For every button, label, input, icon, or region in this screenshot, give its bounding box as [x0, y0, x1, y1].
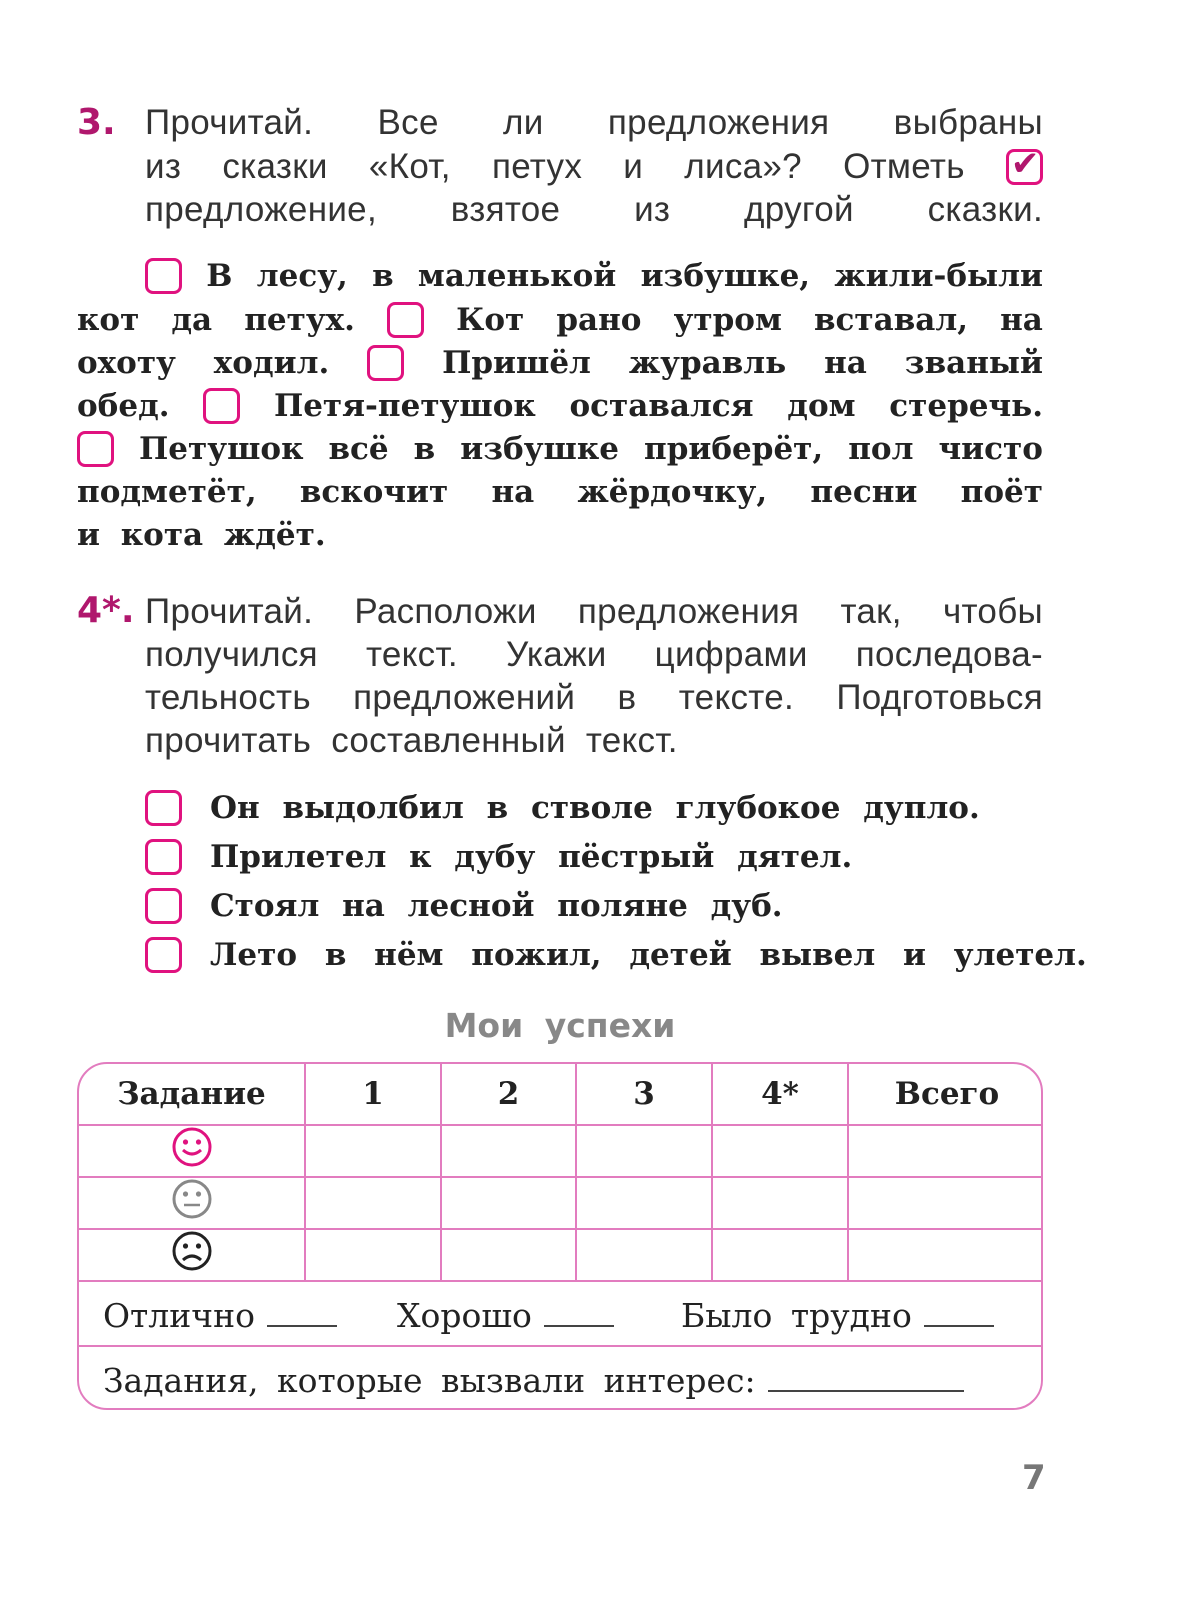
word: из: [634, 190, 671, 229]
word: дом: [787, 388, 856, 424]
word: лиса»?: [684, 147, 802, 186]
sentence-item: [145, 835, 852, 879]
word: цифрами: [654, 635, 808, 674]
text-line: [145, 145, 1043, 189]
text-line: [145, 254, 1043, 298]
word: рано: [556, 302, 642, 338]
word: вскочит: [299, 474, 449, 510]
text-line: [145, 676, 1043, 720]
rating-blank[interactable]: [544, 1325, 614, 1327]
text-line: [145, 719, 1043, 763]
rating-cell[interactable]: [849, 1126, 1043, 1178]
word: тексте.: [678, 678, 794, 717]
word: всё: [328, 431, 389, 467]
word: поёт: [960, 474, 1043, 510]
order-checkbox[interactable]: [145, 937, 182, 973]
text-line: [77, 470, 1043, 514]
sentence-item: [145, 786, 980, 830]
rating-cell[interactable]: [442, 1126, 577, 1178]
table-header-cell: 3: [577, 1064, 713, 1126]
word: предложения: [577, 592, 800, 631]
rating-cell[interactable]: [306, 1126, 442, 1178]
word: выбраны: [893, 103, 1043, 142]
rating-label: Отлично: [103, 1296, 255, 1335]
table-header-cell: Всего: [849, 1064, 1043, 1126]
happy-face-icon: [171, 1126, 213, 1176]
rating-cell[interactable]: [713, 1126, 849, 1178]
word: на: [824, 345, 867, 381]
word: Прочитай.: [145, 103, 314, 142]
word: подметёт,: [77, 474, 257, 510]
word: и кота ждёт.: [77, 517, 326, 553]
word: из: [145, 147, 182, 186]
task-4-number: 4*.: [77, 590, 135, 631]
word: охоту: [77, 345, 176, 381]
text-line: [77, 341, 1043, 385]
sentence-checkbox[interactable]: [145, 258, 182, 294]
rating-label: Было трудно: [681, 1296, 912, 1335]
rating-cell[interactable]: [577, 1230, 713, 1282]
word: петух: [491, 147, 583, 186]
word: Расположи: [354, 592, 537, 631]
sentence-item: [145, 884, 783, 928]
word: тельность: [145, 678, 311, 717]
word: в: [372, 258, 394, 294]
word: чисто: [938, 431, 1043, 467]
order-checkbox[interactable]: [145, 839, 182, 875]
check-mark-icon: ✔: [1010, 144, 1040, 184]
sad-face-icon: [171, 1230, 213, 1280]
word: чтобы: [942, 592, 1043, 631]
word: Кот: [456, 302, 525, 338]
word: Укажи: [505, 635, 607, 674]
word: оставался: [569, 388, 754, 424]
word: другой: [744, 190, 854, 229]
word: на: [491, 474, 535, 510]
neutral-face-icon: [171, 1178, 213, 1228]
interest-blank[interactable]: [768, 1390, 964, 1392]
word: Петушок: [139, 431, 304, 467]
word: получился: [145, 635, 318, 674]
sentence-text: Прилетел к дубу пёстрый дятел.: [210, 839, 853, 875]
word: Прочитай.: [145, 592, 314, 631]
rating-option: [397, 1296, 614, 1335]
interest-label: Задания, которые вызвали интерес:: [103, 1361, 756, 1400]
rating-cell[interactable]: [442, 1178, 577, 1230]
word: жили-были: [834, 258, 1043, 294]
sentence-checkbox[interactable]: [203, 388, 240, 424]
rating-option: [103, 1296, 337, 1335]
text-line: [145, 633, 1043, 677]
word: жёрдочку,: [577, 474, 768, 510]
task-3-number: 3.: [77, 102, 116, 143]
word: Петя-петушок: [273, 388, 536, 424]
rating-cell[interactable]: [306, 1230, 442, 1282]
word: «Кот,: [368, 147, 451, 186]
sentence-checkbox[interactable]: [367, 345, 404, 381]
word: лесу,: [256, 258, 348, 294]
word: песни: [810, 474, 918, 510]
rating-row-label: [79, 1178, 306, 1230]
word: ходил.: [213, 345, 330, 381]
word: обед.: [77, 388, 170, 424]
rating-cell[interactable]: [849, 1230, 1043, 1282]
text-line: [77, 384, 1043, 428]
sentence-item: [145, 933, 1087, 977]
text-line: [145, 101, 1043, 145]
rating-cell[interactable]: [713, 1178, 849, 1230]
text-line: [77, 427, 1043, 471]
word: званый: [904, 345, 1043, 381]
interest-row: [79, 1347, 1041, 1410]
word: Отметь: [843, 147, 965, 186]
word: В: [206, 258, 233, 294]
sentence-checkbox[interactable]: [387, 302, 424, 338]
text-line: [77, 298, 1043, 342]
word: маленькой: [417, 258, 617, 294]
rating-option: [681, 1296, 994, 1335]
word: вставал,: [814, 302, 969, 338]
rating-cell[interactable]: [442, 1230, 577, 1282]
table-header-cell: 2: [442, 1064, 577, 1126]
ratings-row: [79, 1282, 1041, 1347]
text-line: [145, 590, 1043, 634]
word: да: [171, 302, 213, 338]
word: утром: [673, 302, 782, 338]
rating-blank[interactable]: [924, 1325, 994, 1327]
word: в: [413, 431, 436, 467]
word: Все: [377, 103, 439, 142]
table-header-cell: 1: [306, 1064, 442, 1126]
rating-row-label: [79, 1126, 306, 1178]
word: так,: [840, 592, 902, 631]
word: предложений: [353, 678, 576, 717]
sentence-text: Он выдолбил в стволе глубокое дупло.: [210, 790, 980, 826]
word: Пришёл: [442, 345, 591, 381]
word: пол: [848, 431, 914, 467]
word: сказки: [222, 147, 328, 186]
word: последова-: [855, 635, 1043, 674]
word: ли: [503, 103, 544, 142]
rating-label: Хорошо: [397, 1296, 532, 1335]
word: журавль: [628, 345, 787, 381]
rating-cell[interactable]: [849, 1178, 1043, 1230]
word: приберёт,: [644, 431, 824, 467]
word: в: [617, 678, 637, 717]
word: кот: [77, 302, 140, 338]
word: избушке,: [640, 258, 811, 294]
word: предложения: [607, 103, 830, 142]
word: на: [1000, 302, 1043, 338]
page-number: 7: [1022, 1458, 1046, 1498]
word: прочитать составленный текст.: [145, 721, 678, 760]
word: избушке: [460, 431, 619, 467]
progress-title: Мои успехи: [444, 1006, 676, 1045]
table-header-cell: Задание: [79, 1064, 306, 1126]
word: и: [623, 147, 644, 186]
rating-cell[interactable]: [713, 1230, 849, 1282]
word: Подготовься: [836, 678, 1043, 717]
text-line: [77, 513, 1043, 557]
word: сказки.: [927, 190, 1043, 229]
word: предложение,: [145, 190, 377, 229]
progress-table: [77, 1062, 1043, 1410]
word: стеречь.: [889, 388, 1043, 424]
sentence-text: Стоял на лесной поляне дуб.: [210, 888, 783, 924]
rating-cell[interactable]: [577, 1126, 713, 1178]
checked-checkbox-sample: [1006, 144, 1043, 185]
rating-cell[interactable]: [306, 1178, 442, 1230]
rating-blank[interactable]: [267, 1325, 337, 1327]
word: петух.: [244, 302, 355, 338]
table-header-cell: 4*: [713, 1064, 849, 1126]
sentence-text: Лето в нём пожил, детей вывел и улетел.: [210, 937, 1087, 973]
rating-row-label: [79, 1230, 306, 1282]
order-checkbox[interactable]: [145, 790, 182, 826]
rating-cell[interactable]: [577, 1178, 713, 1230]
order-checkbox[interactable]: [145, 888, 182, 924]
word: текст.: [365, 635, 458, 674]
interest-line: [103, 1361, 964, 1400]
text-line: [145, 188, 1043, 232]
word: взятое: [450, 190, 561, 229]
sentence-checkbox[interactable]: [77, 431, 114, 467]
